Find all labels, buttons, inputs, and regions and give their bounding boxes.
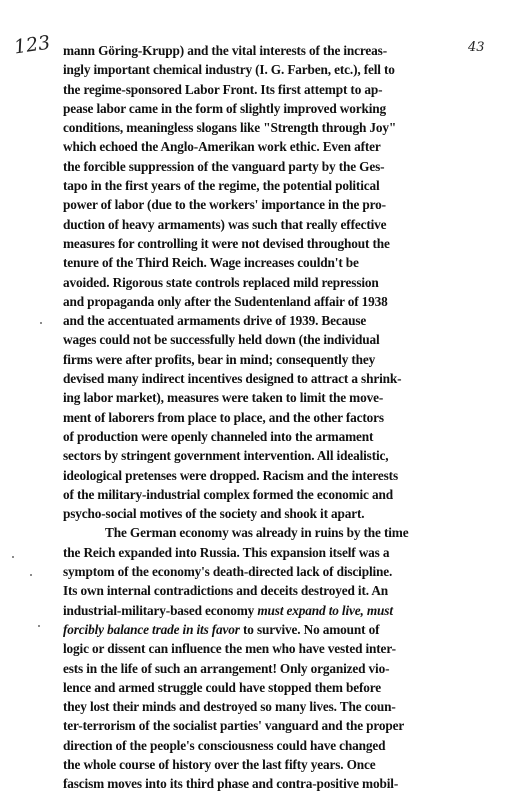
text-span: to survive. No amount of [239,621,380,637]
text-line: ment of laborers from place to place, and the other factors [63,409,384,425]
text-line: wages could not be successfully held down (the individual [63,332,380,348]
text-line: measures for controlling it were not devised throughout the [63,235,390,251]
text-block [63,41,443,794]
text-line [63,620,443,639]
text-line: logic or dissent can influence the men who have vested inter- [63,641,396,657]
handwritten-page-number: 123 [12,31,52,59]
text-line: ideological pretenses were dropped. Racism and the interests [63,467,398,483]
text-line: duction of heavy armaments) was such that really effective [63,216,387,232]
text-line: avoided. Rigorous state controls replaced mild repression [63,274,379,290]
text-line: devised many indirect incentives designed to attract a shrink- [63,371,402,387]
text-line: the whole course of history over the last fifty years. Once [63,756,376,772]
printed-page-number: 43 [468,40,485,55]
text-line: ing labor market), measures were taken to limit the move- [63,390,384,406]
text-line: conditions, meaningless slogans like "Strength through Joy" [63,120,397,136]
text-line: of production were openly channeled into the armament [63,428,374,444]
italic-span: must expand to live, must [257,602,393,618]
text-line: the Reich expanded into Russia. This expansion itself was a [63,544,390,560]
text-line: and propaganda only after the Sudentenland affair of 1938 [63,293,388,309]
text-line: tapo in the first years of the regime, the potential political [63,178,380,194]
text-line: the regime-sponsored Labor Front. Its first attempt to ap- [63,81,383,97]
text-line: symptom of the economy's death-directed lack of discipline. [63,564,393,580]
text-line: tenure of the Third Reich. Wage increases couldn't be [63,255,359,271]
text-line: ests in the life of such an arrangement! Only organized vio- [63,660,390,676]
text-line: ingly important chemical industry (I. G. Farben, etc.), fell to [63,62,395,78]
text-line: and the accentuated armaments drive of 1939. Because [63,313,367,329]
text-line: The German economy was already in ruins by the time [105,525,409,541]
text-line: fascism moves into its third phase and contra-positive mobil- [63,776,399,792]
scan-speck [12,556,14,558]
text-line: which echoed the Anglo-Amerikan work ethic. Even after [63,139,381,155]
text-line: the forcible suppression of the vanguard party by the Ges- [63,158,385,174]
text-line: mann Göring-Krupp) and the vital interests of the increas- [63,43,387,58]
scan-speck [40,322,42,324]
text-line: pease labor came in the form of slightly improved working [63,100,386,116]
italic-span: forcibly balance trade in its favor [63,621,240,637]
text-line: direction of the people's consciousness could have changed [63,737,386,753]
text-line: sectors by stringent government intervention. All idealistic, [63,448,389,464]
text-span: industrial-military-based economy [63,602,258,618]
text-line: of the military-industrial complex formed the economic and [63,486,393,502]
text-line: they lost their minds and destroyed so many lives. The coun- [63,699,396,715]
text-line: ter-terrorism of the socialist parties' vanguard and the proper [63,718,405,734]
text-line [63,601,443,620]
text-line: psycho-social motives of the society and shook it apart. [63,506,365,522]
scan-speck [30,574,32,576]
scan-speck [38,625,40,627]
text-line: Its own internal contradictions and deceits destroyed it. An [63,583,389,599]
text-line: lence and armed struggle could have stopped them before [63,679,381,695]
text-line: power of labor (due to the workers' importance in the pro- [63,197,386,213]
text-line: firms were after profits, bear in mind; consequently they [63,351,376,367]
